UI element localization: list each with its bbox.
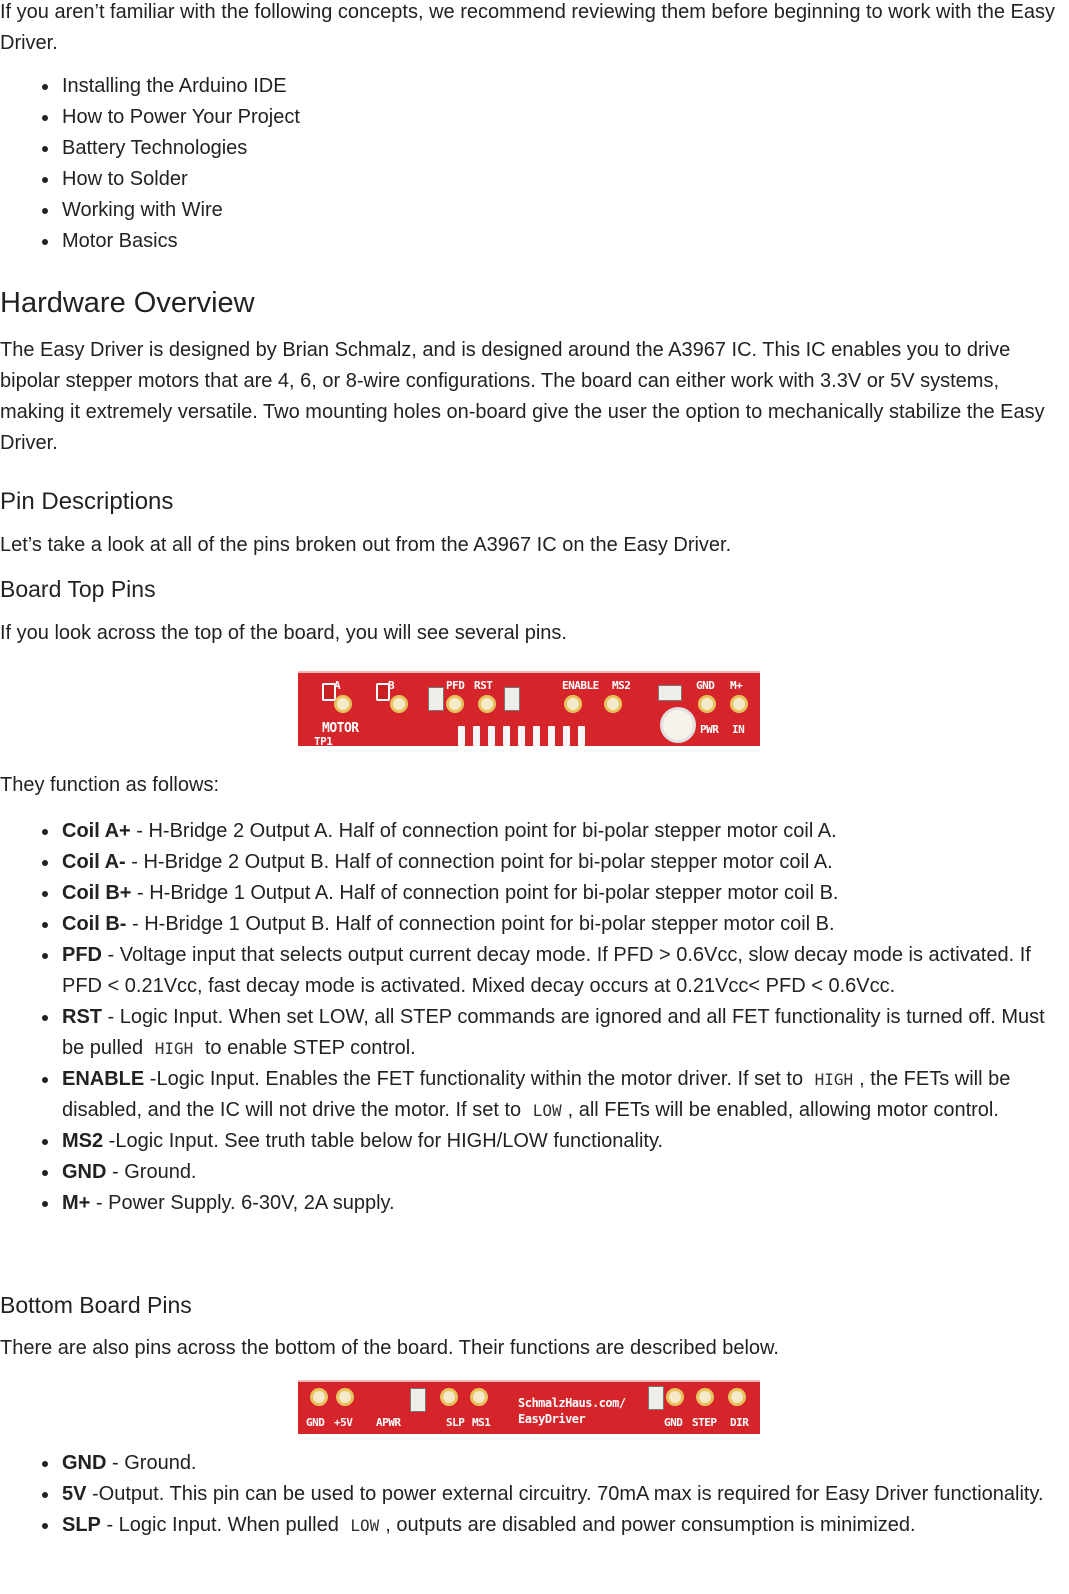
prerequisite-link[interactable]: Motor Basics [62,230,178,252]
component [648,1386,664,1410]
list-item [62,1064,1062,1126]
list-item [62,1157,1062,1188]
pin-label-enable: ENABLE [562,679,599,692]
code-value: HIGH [814,1070,854,1089]
pin-label-dir: DIR [730,1416,749,1429]
pin-hole [730,695,748,713]
pin-descriptions-text: Let’s take a look at all of the pins broken out from the A3967 IC on the Easy Driver. [0,534,732,556]
prerequisite-link[interactable]: How to Solder [62,168,188,190]
list-item [62,1126,1062,1157]
ic-pin [578,726,585,746]
component [428,687,444,711]
pin-hole [728,1388,746,1406]
pin-label-ms1: MS1 [472,1416,491,1429]
code-value: LOW [532,1101,562,1120]
list-item [62,878,1062,909]
pin-name: MS2 [62,1130,104,1152]
pin-hole [698,695,716,713]
pin-hole [478,695,496,713]
pin-name: Coil B+ [62,882,132,904]
pin-hole [564,695,582,713]
pin-name: Coil A- [62,851,126,873]
board-url-label: SchmalzHaus.com/ [518,1396,626,1410]
pin-name: M+ [62,1192,91,1214]
component [410,1388,426,1412]
component [658,685,682,701]
ic-pin [533,726,540,746]
pin-desc: , the FETs will be disabled, and the IC will not drive the motor. If set to [62,1068,1011,1121]
pin-label-b: B [388,679,395,692]
list-item[interactable] [62,71,300,102]
list-item [62,1002,1062,1064]
pin-hole [336,1388,354,1406]
ic-pin [473,726,480,746]
pin-hole [666,1388,684,1406]
pin-hole [334,695,352,713]
pin-hole [446,695,464,713]
pin-label-ms2: MS2 [612,679,631,692]
pin-hole [390,695,408,713]
pin-label-pfd: PFD [446,679,465,692]
prerequisite-list [0,71,300,257]
mounting-hole [660,707,696,743]
pin-desc: , all FETs will be enabled, allowing motor control. [567,1099,999,1121]
ic-pin [503,726,510,746]
pin-descriptions-heading: Pin Descriptions [0,488,174,515]
pin-desc: - Ground. [106,1161,197,1183]
pin-name: RST [62,1006,102,1028]
board-top-pins-heading: Board Top Pins [0,576,156,602]
ic-pin [488,726,495,746]
pin-desc: - H-Bridge 1 Output B. Half of connection point for bi-polar stepper motor coil B. [126,913,835,935]
pin-desc: , outputs are disabled and power consumption is minimized. [385,1514,916,1536]
pin-name: PFD [62,944,102,966]
pin-desc: - Power Supply. 6-30V, 2A supply. [90,1192,395,1214]
bottom-board-pins-text: There are also pins across the bottom of the board. Their functions are described below. [0,1337,779,1359]
hardware-overview-heading: Hardware Overview [0,287,255,319]
pin-label-gnd: GND [696,679,715,692]
list-item [62,1479,1062,1510]
list-item [62,1188,1062,1219]
list-item [62,816,1062,847]
board-name-label: EasyDriver [518,1412,586,1426]
prerequisite-link[interactable]: How to Power Your Project [62,106,300,128]
pin-desc: -Logic Input. Enables the FET functionality within the motor driver. If set to [144,1068,809,1090]
pin-desc: - H-Bridge 2 Output A. Half of connection point for bi-polar stepper motor coil A. [130,820,837,842]
pin-desc: - H-Bridge 2 Output B. Half of connection point for bi-polar stepper motor coil A. [125,851,833,873]
list-item[interactable] [62,102,300,133]
pin-label-step: STEP [692,1416,717,1429]
list-item [62,940,1062,1002]
pin-label-pwr: PWR [700,723,719,736]
board-bottom-image [298,1380,760,1434]
hardware-paragraph-wrap [0,335,1060,459]
pin-name: GND [62,1452,107,1474]
ic-pin [563,726,570,746]
pin-name: 5V [62,1483,87,1505]
intro-section [0,0,1060,59]
pin-label-a: A [334,679,341,692]
prerequisite-link[interactable]: Installing the Arduino IDE [62,75,287,97]
pin-label-tp1: TP1 [314,735,333,746]
code-value: HIGH [154,1039,194,1058]
pin-desc: - Voltage input that selects output current decay mode. If PFD > 0.6Vcc, slow decay mode is activated. If PFD < 0.21Vcc, fast decay mode is activated. Mixed decay occurs at 0.21Vcc< PFD < 0.6Vcc. [62,944,1031,997]
hardware-paragraph: The Easy Driver is designed by Brian Schmalz, and is designed around the A3967 IC. This IC enables you to drive bipolar stepper motors that are 4, 6, or 8-wire configurations. The board can either work with 3.3V or 5V systems, making it extremely versatile. Two mounting holes on-board give the user the option to mechanically stabilize the Easy Driver. [0,339,1045,454]
ic-pin [458,726,465,746]
pin-hole [310,1388,328,1406]
pin-label-motor: MOTOR [322,721,359,736]
ic-pin [518,726,525,746]
pin-hole [604,695,622,713]
pin-desc: - Logic Input. When pulled [100,1514,345,1536]
list-item [62,1448,1062,1479]
pin-label-apwr: APWR [376,1416,401,1429]
pin-label-gnd: GND [306,1416,325,1429]
pin-hole [696,1388,714,1406]
pin-hole [440,1388,458,1406]
pin-name: SLP [62,1514,101,1536]
pin-desc: - Logic Input. When set LOW, all STEP commands are ignored and all FET functionality is turned off. Must be pulled [62,1006,1045,1059]
ic-pin [548,726,555,746]
component [504,687,520,711]
list-item[interactable] [62,226,300,257]
pin-label-slp: SLP [446,1416,465,1429]
list-item [62,909,1062,940]
prerequisite-link[interactable]: Working with Wire [62,199,223,221]
pin-desc: -Output. This pin can be used to power external circuitry. 70mA max is required for Easy Driver functionality. [86,1483,1044,1505]
pin-label-in: IN [732,723,745,736]
pin-hole [470,1388,488,1406]
pin-desc: - H-Bridge 1 Output A. Half of connection point for bi-polar stepper motor coil B. [131,882,839,904]
pin-name: Coil A+ [62,820,131,842]
board-top-pins-text: If you look across the top of the board, you will see several pins. [0,622,567,644]
top-pins-list [0,816,1062,1219]
after-image-text: They function as follows: [0,774,219,796]
pin-label-gnd-2: GND [664,1416,683,1429]
list-item [62,847,1062,878]
list-item[interactable] [62,133,300,164]
pin-desc: to enable STEP control. [199,1037,416,1059]
pin-name: GND [62,1161,107,1183]
intro-text: If you aren’t familiar with the following concepts, we recommend reviewing them before beginning to work with the Easy Driver. [0,1,1055,54]
bottom-pins-list [0,1448,1062,1541]
board-top-image [298,671,760,746]
pin-desc: - Ground. [106,1452,197,1474]
pin-name: ENABLE [62,1068,145,1090]
pin-label-5v: +5V [334,1416,353,1429]
pin-desc: -Logic Input. See truth table below for HIGH/LOW functionality. [103,1130,664,1152]
list-item[interactable] [62,195,300,226]
list-item [62,1510,1062,1541]
pin-label-mplus: M+ [730,679,743,692]
pin-name: Coil B- [62,913,127,935]
prerequisite-link[interactable]: Battery Technologies [62,137,248,159]
list-item[interactable] [62,164,300,195]
bottom-board-pins-heading: Bottom Board Pins [0,1292,192,1318]
code-value: LOW [350,1516,380,1535]
pin-label-rst: RST [474,679,493,692]
